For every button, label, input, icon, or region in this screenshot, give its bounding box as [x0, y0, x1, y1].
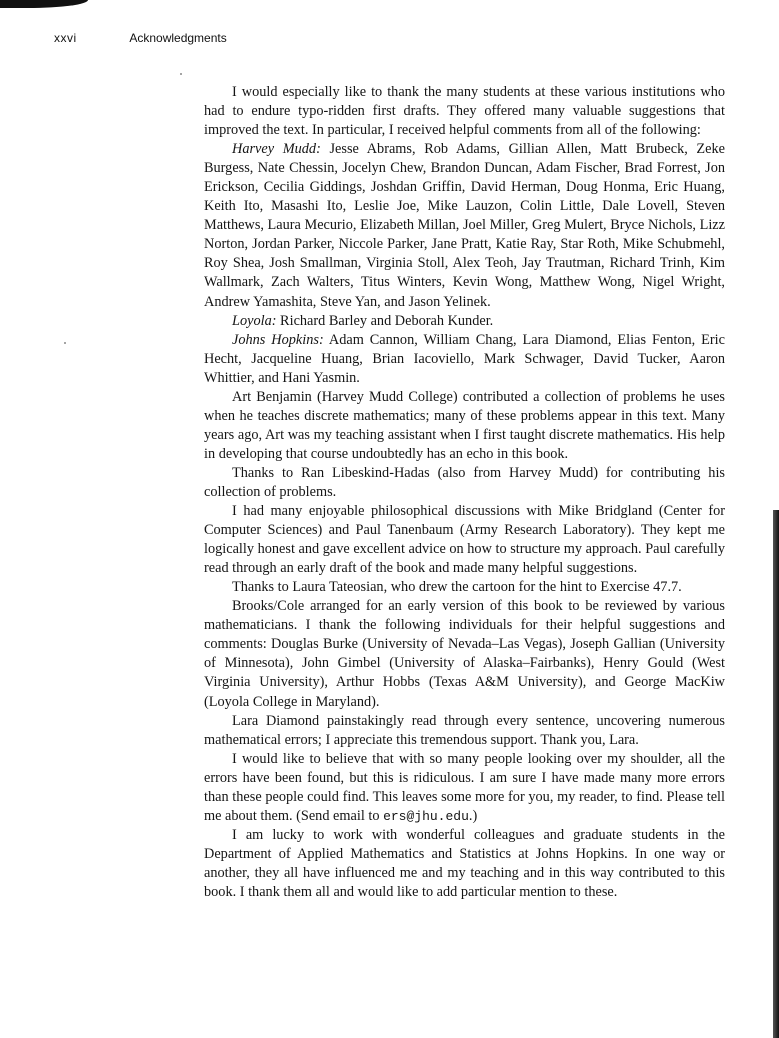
paragraph: I would like to believe that with so many people looking over my shoulder, all the errors have been found, but this is ridiculous. I am sure I have made many more errors than these people could find. This leaves some more for you, my reader, to find. Please tell me about them. (Send email to ers@jhu.edu.) — [204, 750, 725, 824]
paragraph: Lara Diamond painstakingly read through every sentence, uncovering numerous mathematical errors; I appreciate this tremendous support. Thank you, Lara. — [204, 712, 725, 748]
section-title: Acknowledgments — [129, 31, 227, 45]
paragraph: Art Benjamin (Harvey Mudd College) contributed a collection of problems he uses when he teaches discrete mathematics; many of these problems appear in this text. Many years ago, Art was my teaching assistant when I first taught discrete mathematics. His help in developing that course undoubtedly has an echo in this book. — [204, 388, 725, 462]
running-head — [54, 31, 227, 45]
paragraph: Loyola: Richard Barley and Deborah Kunder. — [232, 312, 494, 329]
paragraph: Thanks to Laura Tateosian, who drew the cartoon for the hint to Exercise 47.7. — [232, 579, 682, 596]
scan-speck — [64, 342, 66, 344]
email-address[interactable]: ers@jhu.edu — [383, 808, 469, 824]
paragraph: Harvey Mudd: Jesse Abrams, Rob Adams, Gillian Allen, Matt Brubeck, Zeke Burgess, Nate Chessin, Jocelyn Chew, Brandon Duncan, Adam Fischer, Brad Forrest, Jon Erickson, Cecilia Giddings, Joshdan Griffin, David Herman, Doug Honma, Eric Huang, Keith Ito, Masashi Ito, Leslie Joe, Mike Lauzon, Colin Little, Dale Lovell, Steven Matthews, Laura Mecurio, Elizabeth Millan, Joel Miller, Greg Mulert, Bryce Nichols, Lizz Norton, Jordan Parker, Niccole Parker, Jane Pratt, Katie Ray, Star Roth, Mike Schubmehl, Roy Shea, Josh Smallman, Virginia Stoll, Alex Teoh, Jay Trautman, Richard Trinh, Kim Wallmark, Zach Walters, Titus Winters, Kevin Wong, Matthew Wong, Nigel Wright, Andrew Yamashita, Steve Yan, and Jason Yelinek. — [204, 141, 726, 310]
paragraph: I would especially like to thank the many students at these various institutions who had to endure typo-ridden first drafts. They offered many valuable suggestions that improved the text. In particular, I received helpful comments from all of the following: — [204, 84, 725, 139]
institution-label: Harvey Mudd: — [232, 141, 321, 158]
paragraph: Johns Hopkins: Adam Cannon, William Chang, Lara Diamond, Elias Fenton, Eric Hecht, Jacqueline Huang, Brian Iacoviello, Mark Schwager, David Tucker, Aaron Whittier, and Hani Yasmin. — [204, 331, 725, 386]
page-edge-shadow — [773, 510, 779, 1038]
paragraph: I am lucky to work with wonderful colleagues and graduate students in the Department of Applied Mathematics and Statistics at Johns Hopkins. In one way or another, they all have influenced me and my teaching and in this way contributed to this book. I thank them all and would like to add particular mention to these. — [204, 826, 725, 900]
paragraph: Brooks/Cole arranged for an early version of this book to be reviewed by various mathematicians. I thank the following individuals for their helpful suggestions and comments: Douglas Burke (University of Nevada–Las Vegas), Joseph Gallian (University of Minnesota), John Gimbel (University of Alaska–Fairbanks), Henry Gould (West Virginia University), Arthur Hobbs (Texas A&M University), and George MacKiw (Loyola College in Maryland). — [204, 598, 725, 710]
acknowledgments-body — [204, 83, 725, 902]
institution-label: Loyola: — [232, 312, 277, 329]
institution-label: Johns Hopkins: — [232, 331, 324, 348]
paragraph: I had many enjoyable philosophical discussions with Mike Bridgland (Center for Computer Sciences) and Paul Tanenbaum (Army Research Laboratory). They kept me logically honest and gave excellent advice on how to structure my approach. Paul carefully read through an early draft of the book and made many helpful suggestions. — [204, 503, 725, 577]
page-number: xxvi — [54, 31, 77, 45]
paragraph: Thanks to Ran Libeskind-Hadas (also from Harvey Mudd) for contributing his collection of problems. — [204, 464, 725, 500]
scan-shadow — [0, 0, 88, 8]
scan-speck — [180, 73, 182, 75]
